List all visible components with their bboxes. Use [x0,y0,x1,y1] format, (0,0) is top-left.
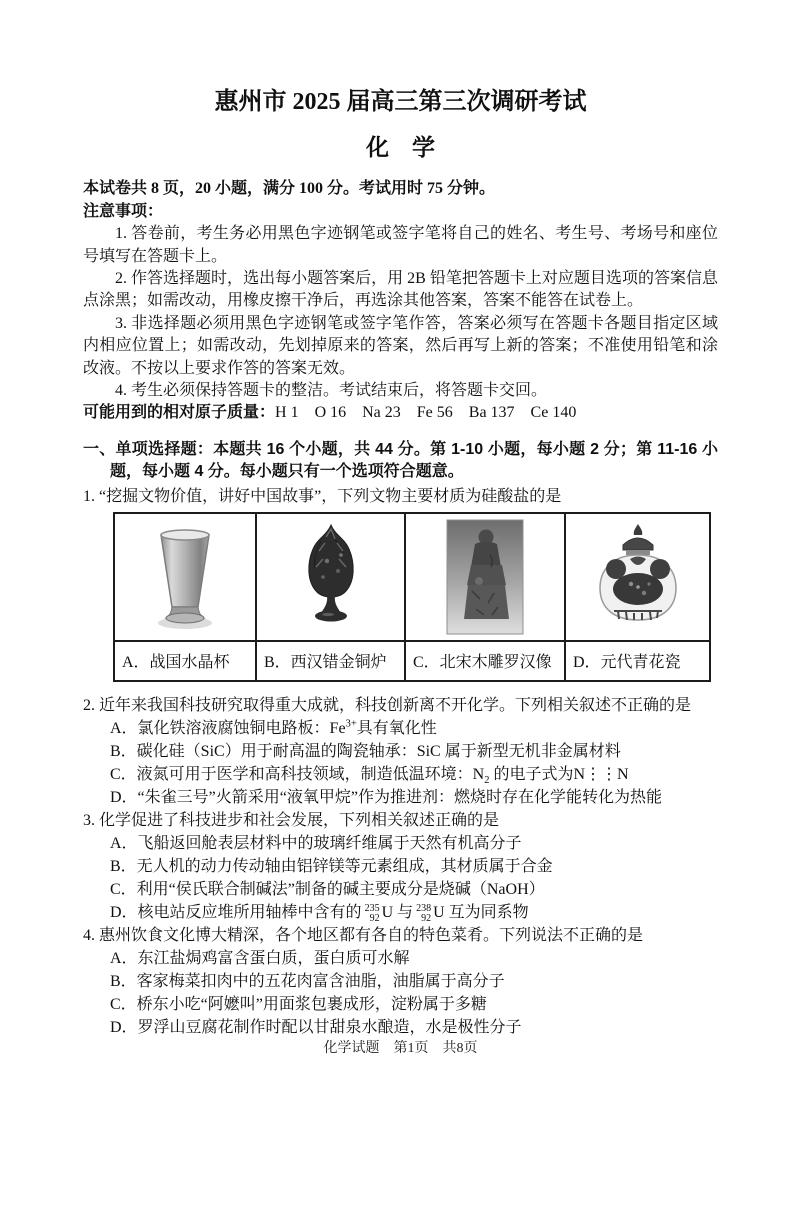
exam-paper-page [0,86,800,1216]
question-2-option-d: D．“朱雀三号”火箭采用“液氧甲烷”作为推进剂：燃烧时存在化学能转化为热能 [110,788,662,806]
artifact-cell-d [565,513,710,641]
question-4-option-c: C．桥东小吃“阿嬷叫”用面浆包裹成形，淀粉属于多糖 [110,995,487,1013]
question-3-option-d: D．核电站反应堆所用轴棒中含有的 235 92 U 与 238 92 U 互为同系物 [110,902,529,924]
artifact-label-d: D．元代青花瓷 [565,641,710,681]
atomic-mass-label: 可能用到的相对原子质量： [83,404,276,422]
question-4-option-d: D．罗浮山豆腐花制作时配以甘甜泉水酿造，水是极性分子 [110,1018,522,1036]
porcelain-jar-image [566,521,709,633]
question-3-text: 3. 化学促进了科技进步和社会发展，下列相关叙述正确的是 [83,811,500,829]
question-4-option-a: A．东江盐焗鸡富含蛋白质，蛋白质可水解 [110,949,410,967]
atomic-mass-values: H 1 O 16 Na 23 Fe 56 Ba 137 Ce 140 [275,404,577,422]
question-4-text: 4. 惠州饮食文化博大精深，各个地区都有各自的特色菜肴。下列说法不正确的是 [83,926,644,944]
question-3-option-c: C．利用“侯氏联合制碱法”制备的碱主要成分是烧碱（NaOH） [110,880,545,898]
question-2-option-c: C．液氮可用于医学和高科技领域，制造低温环境：$N_2$ 的电子式为N⋮⋮N [110,765,629,786]
notice-item-2: 2. 作答选择题时，选出每小题答案后，用 2B 铅笔把答题卡上对应题目选项的答案信息点涂黑；如需改动，用橡皮擦干净后，再选涂其他答案，答案不能答在试卷上。 [83,270,718,310]
notice-item-1: 1. 答卷前，考生务必用黑色字迹钢笔或签字笔将自己的姓名、考生号、考场号和座位号填写在答题卡上。 [83,225,718,265]
paper-info: 本试卷共 8 页，20 小题，满分 100 分。考试用时 75 分钟。 [83,180,496,198]
question-3-option-b: B．无人机的动力传动轴由铝锌镁等元素组成，其材质属于合金 [110,857,553,875]
page-footer: 化学试题 第1页 共8页 [323,1040,478,1056]
artifact-label-c: C．北宋木雕罗汉像 [405,641,565,681]
artifact-label-b: B．西汉错金铜炉 [256,641,405,681]
bronze-censer-image [257,521,404,633]
atomic-mass-line [83,402,718,424]
question-3-option-a: A．飞船返回舱表层材料中的玻璃纤维属于天然有机高分子 [110,834,522,852]
artifact-image-row [114,513,710,641]
question-2-text: 2. 近年来我国科技研究取得重大成就，科技创新离不开化学。下列相关叙述不正确的是 [83,696,692,714]
question-2-option-a: A．氯化铁溶液腐蚀铜电路板：$Fe^{3+}$具有氧化性 [110,718,437,737]
question-1-artifact-table [113,512,711,682]
artifact-label-a: A．战国水晶杯 [114,641,256,681]
artifact-cell-c [405,513,565,641]
artifact-cell-b [256,513,405,641]
wooden-statue-image [406,519,564,635]
page-title: 惠州市 2025 届高三第三次调研考试 [214,89,587,115]
artifact-label-row [114,641,710,681]
question-1-text: 1. “挖掘文物价值，讲好中国故事”，下列文物主要材质为硅酸盐的是 [83,487,562,505]
questions-2-4 [83,694,718,1039]
crystal-cup-image [115,521,255,633]
artifact-cell-a [114,513,256,641]
question-4-option-b: B．客家梅菜扣肉中的五花肉富含油脂，油脂属于高分子 [110,972,505,990]
notice-item-3: 3. 非选择题必须用黑色字迹钢笔或签字笔作答，答案必须写在答题卡各题目指定区域内相应位置上；如需改动，先划掉原来的答案，然后再写上新的答案；不准使用铅笔和涂改液。不按以上要求作答的答案无效。 [83,314,718,377]
subject-title: 化 学 [366,135,435,161]
notice-heading: 注意事项： [83,202,164,220]
section-1-heading: 一、单项选择题：本题共 16 个小题，共 44 分。第 1-10 小题，每小题 2 分；第 11-16 小题，每小题 4 分。每小题只有一个选项符合题意。 [83,440,718,481]
question-2-option-b: B．碳化硅（SiC）用于耐高温的陶瓷轴承：SiC 属于新型无机非金属材料 [110,742,621,760]
notice-item-4: 4. 考生必须保持答题卡的整洁。考试结束后，将答题卡交回。 [115,381,548,399]
